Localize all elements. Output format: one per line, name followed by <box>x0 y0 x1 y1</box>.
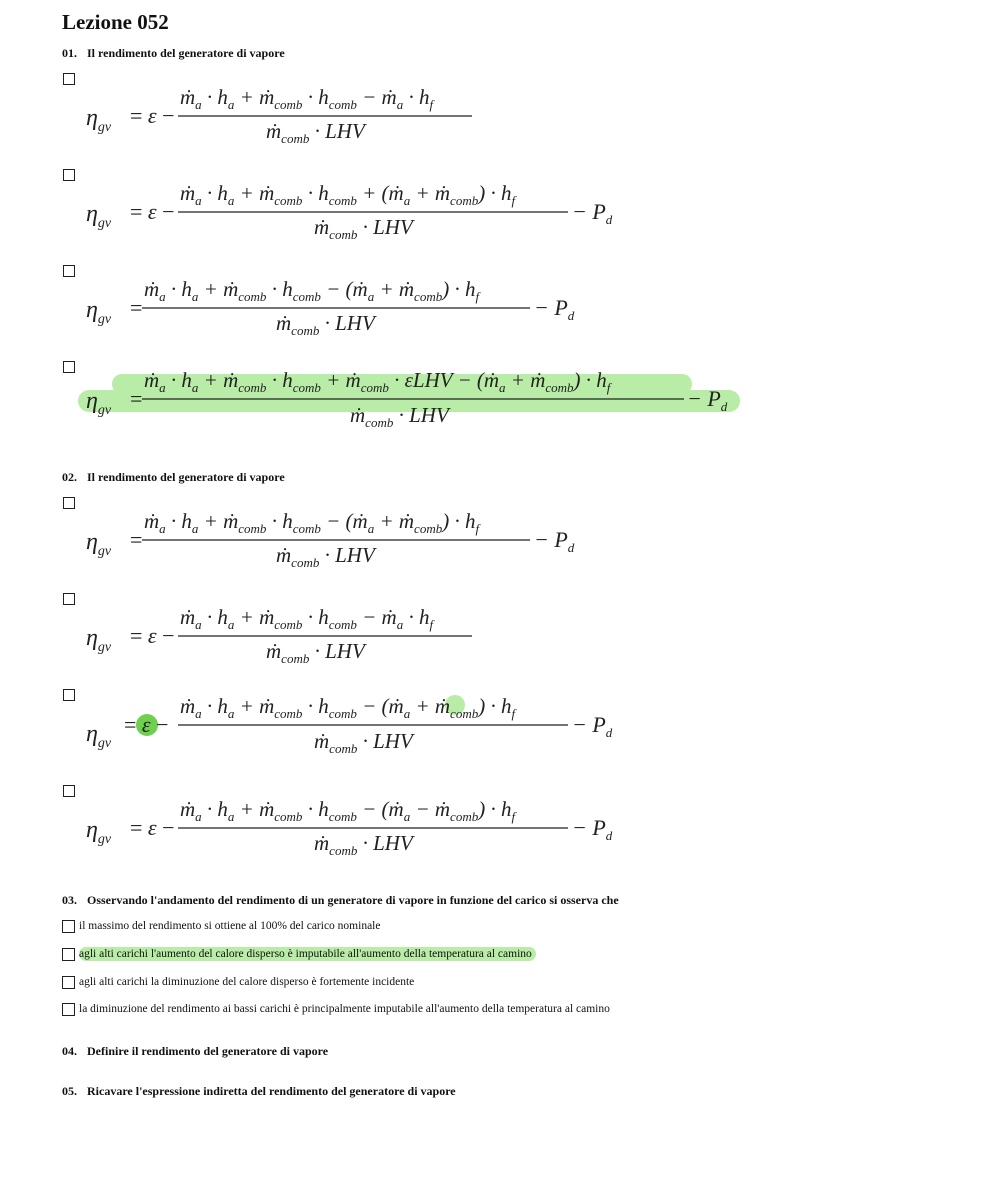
option-checkbox[interactable] <box>63 73 75 85</box>
svg-text:ηgv: $\eta_{gv}$ <box>86 297 112 327</box>
option-checkbox[interactable] <box>62 976 75 989</box>
svg-text:− Pd: − $P_d$ <box>534 527 575 555</box>
option-checkbox[interactable] <box>63 497 75 509</box>
svg-text:=: = <box>130 295 143 320</box>
svg-text:ηgv: $\eta_{gv}$ <box>86 817 112 847</box>
svg-text:ηgv: $\eta_{gv}$ <box>86 625 112 655</box>
svg-text:ηgv: $\eta_{gv}$ <box>86 721 112 751</box>
svg-text:ηgv: $\eta_{gv}$ <box>86 529 112 559</box>
formula-q2-option-d <box>78 790 638 862</box>
formula-q1-option-d-highlighted <box>78 366 758 438</box>
svg-text:ṁa · ha + ṁcomb · hcomb − (ṁa: ṁ$_a$ · $h_a$ + ṁ$_{comb}$ · $h_{comb}$ − (ṁ$_a$ − ṁ$_{comb}$) · $h_f$ <box>180 797 516 824</box>
question-text: Il rendimento del generatore di vapore <box>87 470 285 484</box>
svg-text:ṁcomb · LHV: ṁ$_{comb}$ · LHV <box>266 639 365 666</box>
svg-text:− Pd: − $P_d$ <box>572 712 613 740</box>
svg-text:ṁcomb · LHV: ṁ$_{comb}$ · LHV <box>314 831 413 858</box>
svg-text:ṁa · ha + ṁcomb · hcomb − (ṁa: ṁ$_a$ · $h_a$ + ṁ$_{comb}$ · $h_{comb}$ − (ṁ$_a$ + ṁ$_{comb}$) · $h_f$ <box>180 694 516 721</box>
option-checkbox[interactable] <box>63 785 75 797</box>
svg-text:ṁcomb · LHV: ṁ$_{comb}$ · LHV <box>314 215 413 242</box>
question-number: 03. <box>62 893 77 907</box>
formula-q2-option-b <box>78 598 498 670</box>
svg-text:ηgv: $\eta_{gv}$ <box>86 201 112 231</box>
option-checkbox[interactable] <box>63 593 75 605</box>
option-label: la diminuzione del rendimento ai bassi carichi è principalmente imputabile all'aumento della temperatura al camino <box>79 1003 610 1015</box>
option-checkbox[interactable] <box>62 920 75 933</box>
svg-text:= ε −: = ε − <box>130 815 175 840</box>
svg-text:ṁa · ha + ṁcomb · hcomb + (ṁa: ṁ$_a$ · $h_a$ + ṁ$_{comb}$ · $h_{comb}$ + (ṁ$_a$ + ṁ$_{comb}$) · $h_f$ <box>180 181 516 208</box>
question-number: 02. <box>62 470 77 484</box>
svg-text:− Pd: − $P_d$ <box>687 386 728 414</box>
question-03-heading <box>62 893 619 908</box>
svg-text:ṁcomb · LHV: ṁ$_{comb}$ · LHV <box>314 729 413 756</box>
answer-option[interactable] <box>62 1000 610 1018</box>
svg-text:ṁcomb · LHV: ṁ$_{comb}$ · LHV <box>276 543 375 570</box>
svg-text:=: = <box>130 386 143 411</box>
formula-q2-option-c-partial-highlight <box>78 694 638 766</box>
formula-q1-option-a <box>78 78 498 150</box>
svg-text:ṁcomb · LHV: ṁ$_{comb}$ · LHV <box>276 311 375 338</box>
svg-text:=: = <box>130 527 143 552</box>
option-label: agli alti carichi la diminuzione del calore disperso è fortemente incidente <box>79 976 415 988</box>
question-number: 05. <box>62 1084 77 1098</box>
question-04-heading <box>62 1044 328 1059</box>
svg-text:ṁa · ha + ṁcomb · hcomb − ṁa ·: ṁ$_a$ · $h_a$ + ṁ$_{comb}$ · $h_{comb}$ − ṁ$_a$ · $h_f$ <box>180 605 434 632</box>
option-checkbox[interactable] <box>63 169 75 181</box>
svg-text:ṁa · ha + ṁcomb · hcomb − ṁa ·: ṁ$_a$ · $h_a$ + ṁ$_{comb}$ · $h_{comb}$ − ṁ$_a$ · $h_f$ <box>180 85 434 112</box>
question-01-heading <box>62 46 285 61</box>
question-number: 04. <box>62 1044 77 1058</box>
answer-option[interactable] <box>62 973 414 991</box>
option-label: agli alti carichi l'aumento del calore disperso è imputabile all'aumento della temperatura al camino <box>79 947 536 961</box>
svg-text:= ε −: = ε − <box>130 623 175 648</box>
formula-q1-option-b <box>78 174 638 246</box>
svg-text:ηgv: $\eta_{gv}$ <box>86 388 112 418</box>
svg-text:ṁcomb · LHV: ṁ$_{comb}$ · LHV <box>266 119 365 146</box>
formula-q1-option-c <box>78 270 598 342</box>
question-02-heading <box>62 470 285 485</box>
svg-text:ηgv: $\eta_{gv}$ <box>86 105 112 135</box>
svg-text:− Pd: − $P_d$ <box>572 199 613 227</box>
option-checkbox[interactable] <box>63 689 75 701</box>
svg-text:= ε −: = ε − <box>130 199 175 224</box>
svg-text:ṁa · ha + ṁcomb · hcomb − (ṁa: ṁ$_a$ · $h_a$ + ṁ$_{comb}$ · $h_{comb}$ − (ṁ$_a$ + ṁ$_{comb}$) · $h_f$ <box>144 509 480 536</box>
page-title: Lezione 052 <box>62 10 169 34</box>
question-text: Osservando l'andamento del rendimento di un generatore di vapore in funzione del carico si osserva che <box>87 893 619 907</box>
option-checkbox[interactable] <box>62 948 75 961</box>
question-text: Ricavare l'espressione indiretta del rendimento del generatore di vapore <box>87 1084 456 1098</box>
svg-text:ṁa · ha + ṁcomb · hcomb + ṁcom: ṁ$_a$ · $h_a$ + ṁ$_{comb}$ · $h_{comb}$ + ṁ$_{comb}$ · εLHV − (ṁ$_a$ + ṁ$_{comb}$) · $h_f$ <box>144 368 611 395</box>
answer-option-highlighted[interactable] <box>62 945 536 963</box>
svg-text:ṁcomb · LHV: ṁ$_{comb}$ · LHV <box>350 403 449 430</box>
svg-text:= ε −: = ε − <box>124 712 169 737</box>
option-checkbox[interactable] <box>63 361 75 373</box>
option-checkbox[interactable] <box>62 1003 75 1016</box>
question-05-heading <box>62 1084 456 1099</box>
svg-text:ṁa · ha + ṁcomb · hcomb − (ṁa: ṁ$_a$ · $h_a$ + ṁ$_{comb}$ · $h_{comb}$ − (ṁ$_a$ + ṁ$_{comb}$) · $h_f$ <box>144 277 480 304</box>
option-checkbox[interactable] <box>63 265 75 277</box>
formula-q2-option-a <box>78 502 598 574</box>
svg-text:− Pd: − $P_d$ <box>534 295 575 323</box>
option-label: il massimo del rendimento si ottiene al 100% del carico nominale <box>79 920 381 932</box>
question-text: Il rendimento del generatore di vapore <box>87 46 285 60</box>
svg-text:− Pd: − $P_d$ <box>572 815 613 843</box>
svg-text:= ε −: = ε − <box>130 103 175 128</box>
question-number: 01. <box>62 46 77 60</box>
question-text: Definire il rendimento del generatore di vapore <box>87 1044 329 1058</box>
answer-option[interactable] <box>62 917 380 935</box>
